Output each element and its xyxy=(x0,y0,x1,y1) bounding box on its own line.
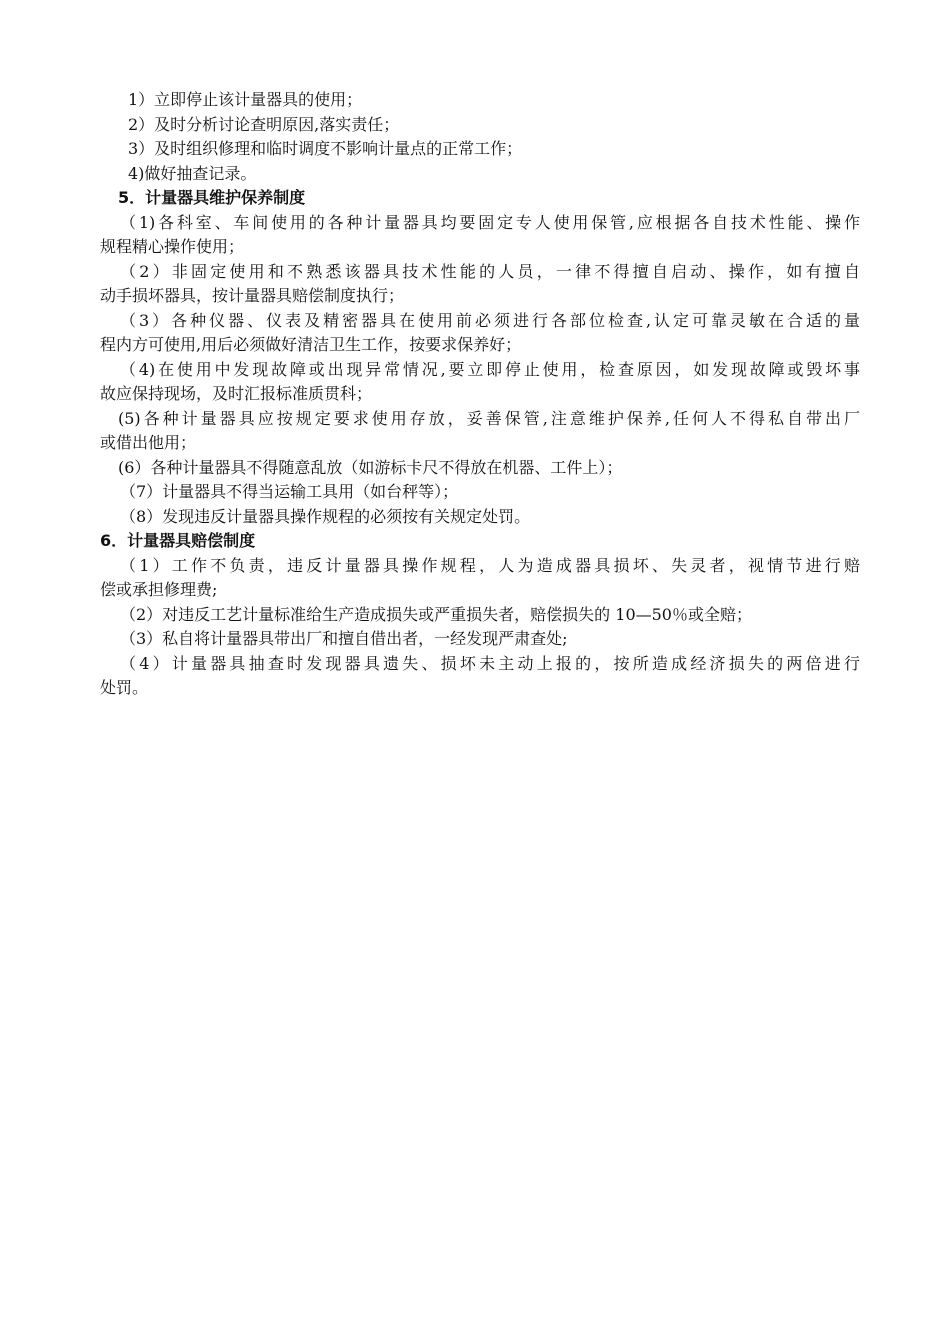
section-5-item-5-line-1: (5)各种计量器具应按规定要求使用存放，妥善保管,注意维护保养,任何人不得私自带出厂 xyxy=(118,408,860,428)
section-6-item-2: （2）对违反工艺计量标准给生产造成损失或严重损失者，赔偿损失的 10—50％或全赔； xyxy=(120,604,752,624)
section-6-item-1-line-1: （1）工作不负责，违反计量器具操作规程，人为造成器具损坏、失灵者，视情节进行赔 xyxy=(120,555,860,575)
section-5-item-2-line-2: 动手损坏器具，按计量器具赔偿制度执行； xyxy=(100,286,405,305)
section-5-item-7: （7）计量器具不得当运输工具用（如台秤等）； xyxy=(120,482,459,501)
section-5-item-5-line-2: 或借出他用； xyxy=(100,433,197,452)
section-5-item-1-line-2: 规程精心操作使用； xyxy=(100,237,245,256)
section-6-item-4-line-1: （4）计量器具抽查时发现器具遗失、损坏未主动上报的，按所造成经济损失的两倍进行 xyxy=(120,653,860,673)
section-5-item-6: (6）各种计量器具不得随意乱放（如游标卡尺不得放在机器、工件上）； xyxy=(118,457,623,477)
list-step-3: 3）及时组织修理和临时调度不影响计量点的正常工作； xyxy=(128,139,523,158)
section-5-item-3-line-2: 程内方可使用,用后必须做好清洁卫生工作，按要求保养好； xyxy=(100,335,522,354)
list-step-1: 1）立即停止该计量器具的使用； xyxy=(128,90,363,109)
section-5-item-3 xyxy=(100,309,860,358)
section-5-item-2-line-1: （2）非固定使用和不熟悉该器具技术性能的人员，一律不得擅自启动、操作，如有擅自 xyxy=(120,261,860,281)
section-5-item-2 xyxy=(100,260,860,309)
section-6-item-3: （3）私自将计量器具带出厂和擅自借出者，一经发现严肃查处; xyxy=(120,629,568,648)
section-5-item-3-line-1: （3）各种仪器、仪表及精密器具在使用前必须进行各部位检查,认定可靠灵敏在合适的量 xyxy=(120,310,860,330)
section-5-item-5 xyxy=(100,407,860,456)
section-5-item-4-line-2: 故应保持现场，及时汇报标准质贯科； xyxy=(100,384,373,403)
section-5-item-4-line-1: （4)在使用中发现故障或出现异常情况,要立即停止使用，检查原因，如发现故障或毁坏事 xyxy=(120,359,860,379)
section-5-item-8: （8）发现违反计量器具操作规程的必须按有关规定处罚。 xyxy=(120,506,531,526)
section-6-item-4-line-2: 处罚。 xyxy=(100,678,149,697)
list-step-2: 2）及时分析讨论查明原因,落实责任； xyxy=(128,114,400,134)
section-5-heading: 5．计量器具维护保养制度 xyxy=(118,188,306,207)
document-body xyxy=(100,88,860,701)
list-step-4: 4)做好抽查记录。 xyxy=(128,163,257,183)
section-6-item-1-line-2: 偿或承担修理费; xyxy=(100,580,218,599)
section-6-item-1 xyxy=(100,554,860,603)
section-6-heading: 6．计量器具赔偿制度 xyxy=(100,531,256,550)
section-6-item-4 xyxy=(100,652,860,701)
section-5-item-4 xyxy=(100,358,860,407)
section-5-item-1-line-1: （1)各科室、车间使用的各种计量器具均要固定专人使用保管,应根据各自技术性能、操作 xyxy=(120,212,860,232)
section-5-item-1 xyxy=(100,211,860,260)
